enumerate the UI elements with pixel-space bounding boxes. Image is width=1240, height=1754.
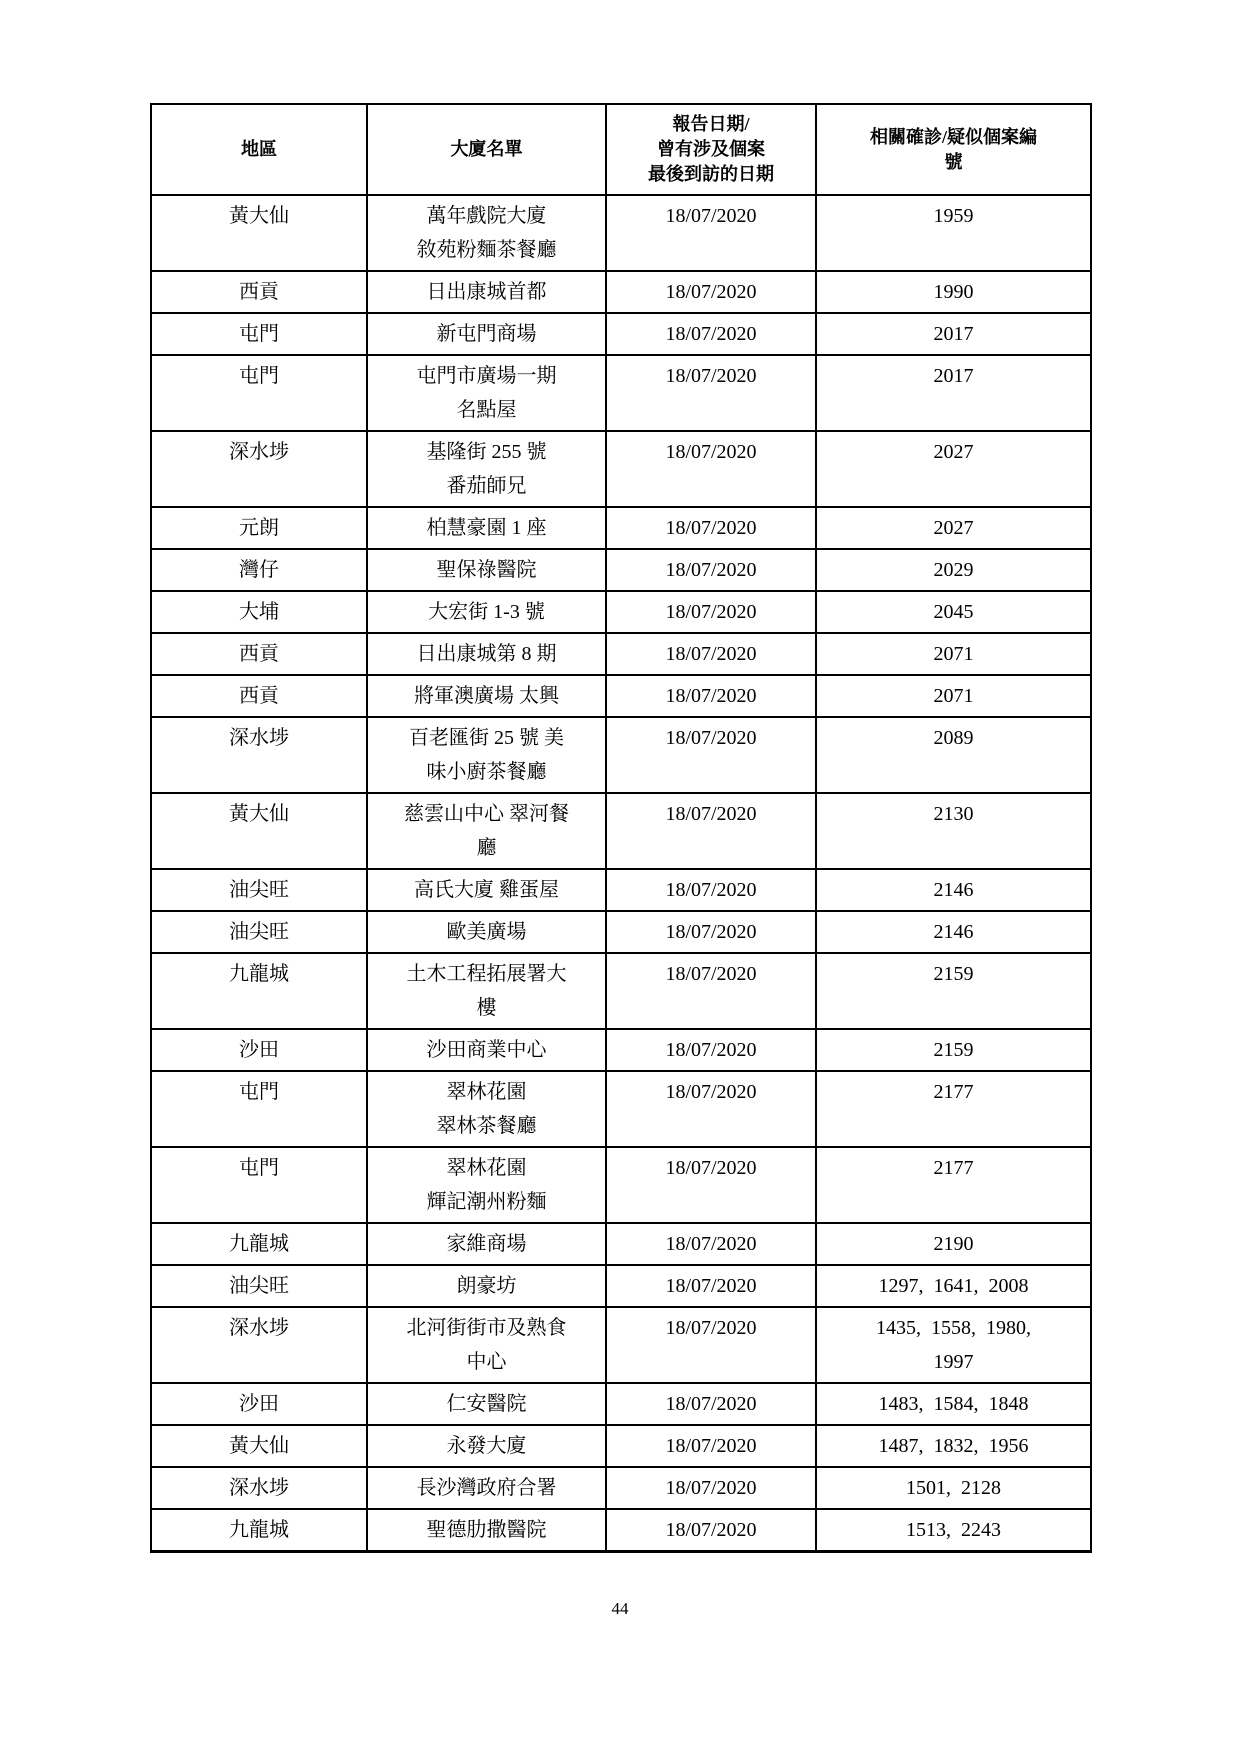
building-cell: 朗豪坊 [367,1265,606,1307]
table-row [151,633,1091,675]
header-district: 地區 [151,104,367,195]
date-cell: 18/07/2020 [606,313,816,355]
header-cases: 相關確診/疑似個案編 號 [816,104,1091,195]
district-cell: 九龍城 [151,1223,367,1265]
cases-cell: 2027 [816,507,1091,549]
date-cell: 18/07/2020 [606,271,816,313]
building-cell: 北河街街市及熟食 中心 [367,1307,606,1383]
building-cell: 家維商場 [367,1223,606,1265]
building-cell: 翠林花園 輝記潮州粉麵 [367,1147,606,1223]
table-row [151,1509,1091,1552]
date-cell: 18/07/2020 [606,1307,816,1383]
district-cell: 沙田 [151,1029,367,1071]
date-cell: 18/07/2020 [606,355,816,431]
district-cell: 沙田 [151,1383,367,1425]
cases-cell: 2159 [816,953,1091,1029]
date-cell: 18/07/2020 [606,195,816,271]
table-row [151,1383,1091,1425]
buildings-table [150,103,1092,1553]
cases-cell: 2071 [816,633,1091,675]
table-row [151,1307,1091,1383]
building-cell: 聖德肋撒醫院 [367,1509,606,1552]
date-cell: 18/07/2020 [606,717,816,793]
district-cell: 深水埗 [151,717,367,793]
table-row [151,1147,1091,1223]
cases-cell: 1501, 2128 [816,1467,1091,1509]
table-row [151,431,1091,507]
district-cell: 油尖旺 [151,911,367,953]
table-row [151,355,1091,431]
district-cell: 九龍城 [151,1509,367,1552]
cases-cell: 2029 [816,549,1091,591]
cases-cell: 2190 [816,1223,1091,1265]
table-row [151,591,1091,633]
cases-cell: 2130 [816,793,1091,869]
cases-cell: 1435, 1558, 1980, 1997 [816,1307,1091,1383]
building-cell: 將軍澳廣場 太興 [367,675,606,717]
district-cell: 油尖旺 [151,1265,367,1307]
building-cell: 永發大廈 [367,1425,606,1467]
date-cell: 18/07/2020 [606,911,816,953]
cases-cell: 2159 [816,1029,1091,1071]
district-cell: 九龍城 [151,953,367,1029]
cases-cell: 2027 [816,431,1091,507]
date-cell: 18/07/2020 [606,1265,816,1307]
table-row [151,1265,1091,1307]
table-row [151,313,1091,355]
district-cell: 元朗 [151,507,367,549]
date-cell: 18/07/2020 [606,633,816,675]
date-cell: 18/07/2020 [606,1467,816,1509]
table-row [151,1425,1091,1467]
building-cell: 聖保祿醫院 [367,549,606,591]
cases-cell: 1487, 1832, 1956 [816,1425,1091,1467]
district-cell: 黃大仙 [151,793,367,869]
district-cell: 大埔 [151,591,367,633]
building-cell: 屯門市廣場一期 名點屋 [367,355,606,431]
cases-cell: 1483, 1584, 1848 [816,1383,1091,1425]
date-cell: 18/07/2020 [606,1071,816,1147]
header-building: 大廈名單 [367,104,606,195]
date-cell: 18/07/2020 [606,1509,816,1552]
cases-cell: 1959 [816,195,1091,271]
building-cell: 柏慧豪園 1 座 [367,507,606,549]
building-cell: 土木工程拓展署大 樓 [367,953,606,1029]
district-cell: 黃大仙 [151,1425,367,1467]
cases-cell: 2146 [816,911,1091,953]
cases-cell: 2017 [816,355,1091,431]
date-cell: 18/07/2020 [606,953,816,1029]
table-row [151,1223,1091,1265]
date-cell: 18/07/2020 [606,1147,816,1223]
building-cell: 高氏大廈 雞蛋屋 [367,869,606,911]
building-cell: 新屯門商場 [367,313,606,355]
table-row [151,271,1091,313]
cases-cell: 1513, 2243 [816,1509,1091,1552]
date-cell: 18/07/2020 [606,793,816,869]
table-row [151,869,1091,911]
date-cell: 18/07/2020 [606,591,816,633]
district-cell: 屯門 [151,1071,367,1147]
table-row [151,507,1091,549]
district-cell: 西貢 [151,675,367,717]
cases-cell: 2146 [816,869,1091,911]
district-cell: 屯門 [151,313,367,355]
date-cell: 18/07/2020 [606,549,816,591]
building-cell: 日出康城第 8 期 [367,633,606,675]
cases-cell: 2177 [816,1071,1091,1147]
district-cell: 西貢 [151,271,367,313]
date-cell: 18/07/2020 [606,1425,816,1467]
building-cell: 長沙灣政府合署 [367,1467,606,1509]
district-cell: 油尖旺 [151,869,367,911]
building-cell: 萬年戲院大廈 敘苑粉麵茶餐廳 [367,195,606,271]
date-cell: 18/07/2020 [606,675,816,717]
date-cell: 18/07/2020 [606,507,816,549]
table-row [151,549,1091,591]
table-row [151,1071,1091,1147]
building-cell: 翠林花園 翠林茶餐廳 [367,1071,606,1147]
date-cell: 18/07/2020 [606,1223,816,1265]
table-row [151,793,1091,869]
cases-cell: 2071 [816,675,1091,717]
header-row [151,104,1091,195]
cases-cell: 2177 [816,1147,1091,1223]
table-row [151,675,1091,717]
building-cell: 百老匯街 25 號 美 味小廚茶餐廳 [367,717,606,793]
building-cell: 大宏街 1-3 號 [367,591,606,633]
district-cell: 深水埗 [151,1307,367,1383]
building-cell: 慈雲山中心 翠河餐 廳 [367,793,606,869]
cases-cell: 1297, 1641, 2008 [816,1265,1091,1307]
table-row [151,953,1091,1029]
district-cell: 屯門 [151,1147,367,1223]
cases-cell: 2017 [816,313,1091,355]
table-row [151,911,1091,953]
building-cell: 仁安醫院 [367,1383,606,1425]
district-cell: 西貢 [151,633,367,675]
building-cell: 日出康城首都 [367,271,606,313]
page-number: 44 [611,1599,629,1618]
district-cell: 黃大仙 [151,195,367,271]
date-cell: 18/07/2020 [606,1383,816,1425]
header-date: 報告日期/ 曾有涉及個案 最後到訪的日期 [606,104,816,195]
building-cell: 沙田商業中心 [367,1029,606,1071]
district-cell: 深水埗 [151,431,367,507]
building-cell: 歐美廣場 [367,911,606,953]
cases-cell: 1990 [816,271,1091,313]
cases-cell: 2089 [816,717,1091,793]
cases-cell: 2045 [816,591,1091,633]
table-row [151,1029,1091,1071]
building-cell: 基隆街 255 號 番茄師兄 [367,431,606,507]
table-row [151,195,1091,271]
date-cell: 18/07/2020 [606,431,816,507]
table-row [151,1467,1091,1509]
date-cell: 18/07/2020 [606,1029,816,1071]
district-cell: 灣仔 [151,549,367,591]
table-row [151,717,1091,793]
district-cell: 深水埗 [151,1467,367,1509]
district-cell: 屯門 [151,355,367,431]
date-cell: 18/07/2020 [606,869,816,911]
